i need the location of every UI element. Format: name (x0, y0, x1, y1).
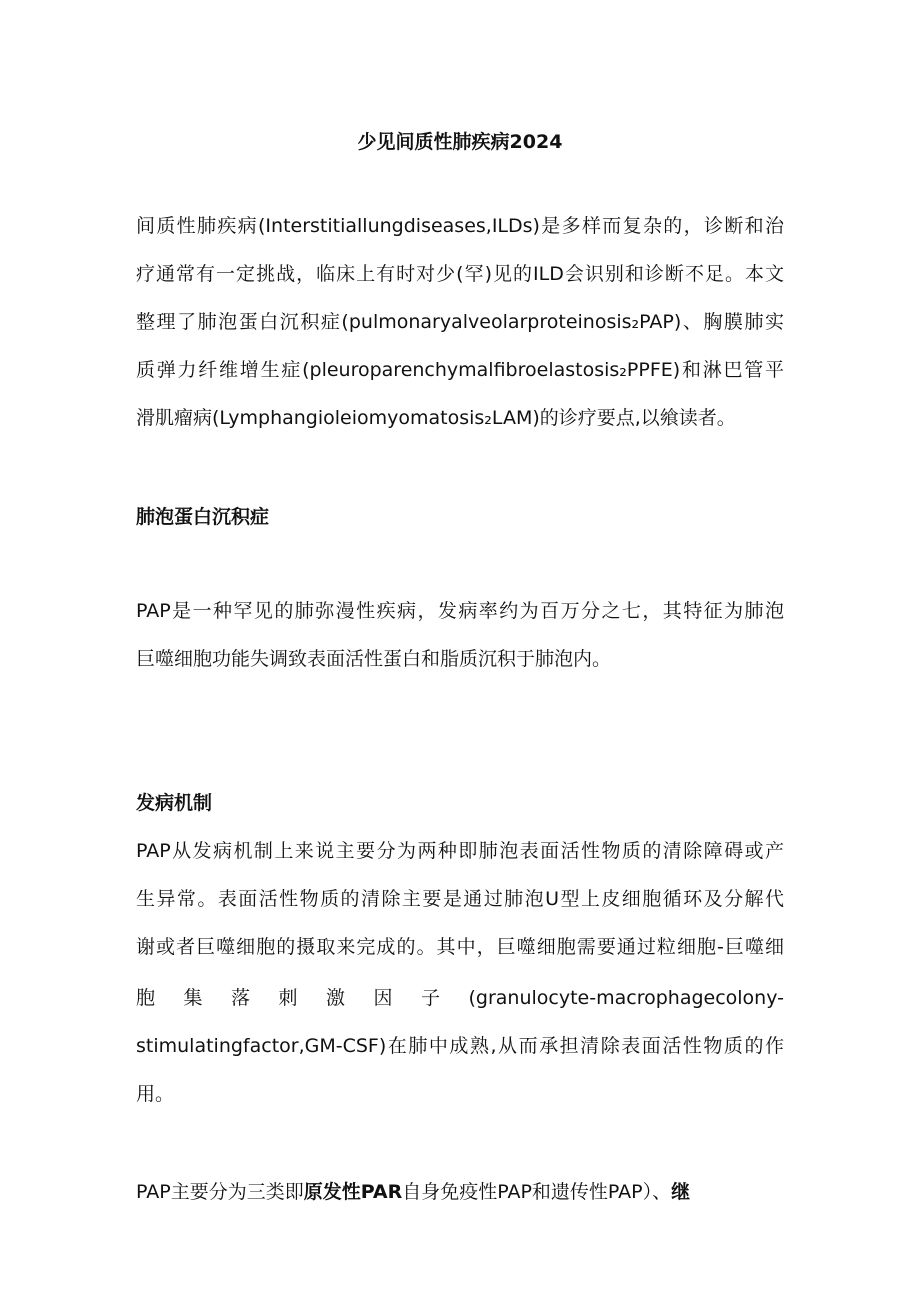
spread-word: 落 (231, 987, 251, 1009)
types-text: 自身免疫性PAP和遗传性PAP）、 (402, 1181, 672, 1203)
mechanism-line-5: stimulatingfactor,GM-CSF)在肺中成熟,从而承担清除表面活性物质的作 (136, 1035, 784, 1057)
pap-line-2: 巨噬细胞功能失调致表面活性蛋白和脂质沉积于肺泡内。 (136, 648, 612, 670)
spread-word: 刺 (278, 987, 298, 1009)
spread-word: 子 (421, 987, 441, 1009)
mechanism-line-2: 生异常。表面活性物质的清除主要是通过肺泡U型上皮细胞循环及分解代 (136, 888, 784, 910)
document-title: 少见间质性肺疾病2024 (357, 131, 563, 153)
spread-word: 因 (373, 987, 393, 1009)
mechanism-line-1: PAP从发病机制上来说主要分为两种即肺泡表面活性物质的清除障碍或产 (136, 840, 784, 862)
spread-word: 胞 (136, 987, 156, 1009)
spread-word: (granulocyte-macrophagecolony- (468, 987, 784, 1009)
pap-line-1: PAP是一种罕见的肺弥漫性疾病，发病率约为百万分之七，其特征为肺泡 (136, 600, 784, 622)
section-heading-mechanism: 发病机制 (136, 792, 213, 814)
spread-word: 集 (183, 987, 203, 1009)
spread-word: 激 (326, 987, 346, 1009)
mechanism-line-3: 谢或者巨噬细胞的摄取来完成的。其中，巨噬细胞需要通过粒细胞-巨噬细 (136, 936, 784, 958)
intro-line-4: 质弹力纤维增生症(pleuroparenchymalfibroelastosis₂PPFE)和淋巴管平 (136, 359, 784, 381)
intro-line-3: 整理了肺泡蛋白沉积症(pulmonaryalveolarproteinosis₂PAP)、胸膜肺实 (136, 311, 784, 333)
intro-line-5: 滑肌瘤病(Lymphangioleiomyomatosis₂LAM)的诊疗要点,以飨读者。 (136, 407, 736, 429)
intro-line-1: 间质性肺疾病(Interstitiallungdiseases,ILDs)是多样而复杂的，诊断和治 (136, 215, 784, 237)
section-heading-pap: 肺泡蛋白沉积症 (136, 506, 270, 528)
types-bold-primary: 原发性PAR (303, 1181, 403, 1203)
types-text: PAP主要分为三类即 (136, 1181, 304, 1203)
mechanism-line-4 (136, 983, 784, 1013)
types-bold-secondary: 继 (671, 1181, 691, 1203)
intro-line-2: 疗通常有一定挑战，临床上有时对少(罕)见的ILD会识别和诊断不足。本文 (136, 263, 784, 285)
types-line-1 (136, 1177, 784, 1207)
mechanism-line-6: 用。 (136, 1083, 175, 1105)
